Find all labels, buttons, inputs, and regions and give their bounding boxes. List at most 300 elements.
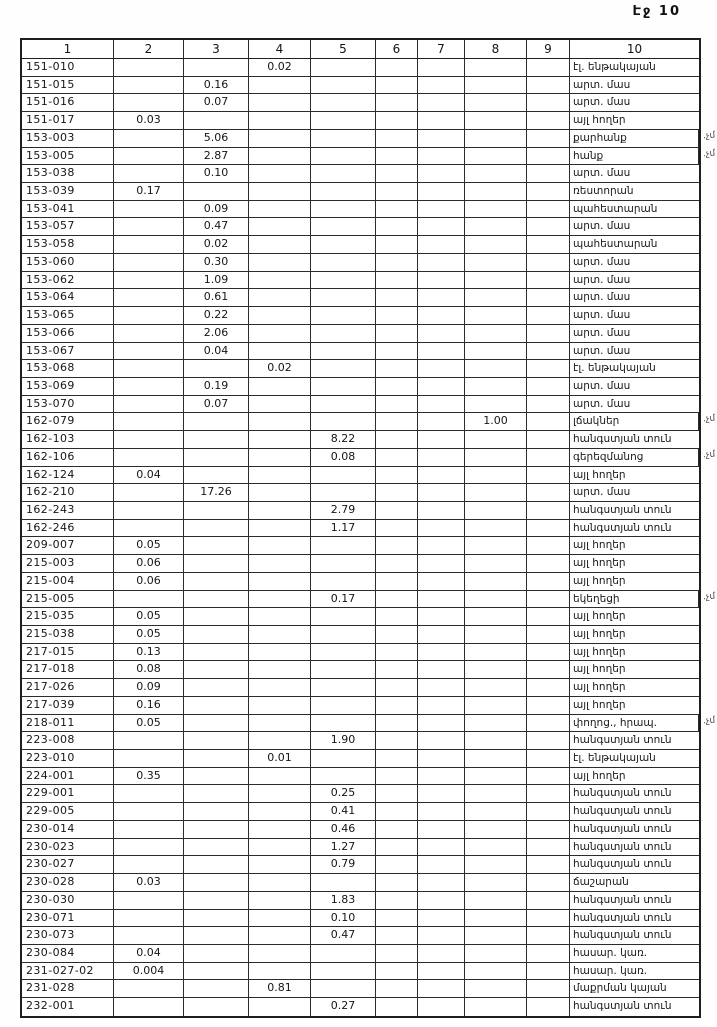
cell-area-value xyxy=(418,626,465,643)
cell-area-value xyxy=(465,980,527,997)
table-row xyxy=(22,591,716,609)
cell-area-value xyxy=(418,839,465,856)
cell-area-value xyxy=(376,697,418,714)
cell-area-value: 0.47 xyxy=(311,927,376,944)
cell-area-value xyxy=(465,272,527,289)
table-row xyxy=(22,201,699,219)
cell-area-value xyxy=(527,892,570,909)
cell-area-value xyxy=(465,289,527,306)
cell-area-value xyxy=(418,201,465,218)
cell-area-value xyxy=(376,148,418,165)
cell-area-value xyxy=(418,874,465,891)
cell-area-value xyxy=(465,750,527,767)
cell-area-value xyxy=(465,183,527,200)
cell-area-value xyxy=(249,537,311,554)
cell-area-value xyxy=(376,272,418,289)
cell-area-value: 0.08 xyxy=(311,449,376,466)
cell-land-use: այլ հողեր xyxy=(573,628,626,640)
table-row xyxy=(22,555,699,573)
cell-area-value xyxy=(418,679,465,696)
cell-area-value xyxy=(465,821,527,838)
cell-land-use: արտ. մաս xyxy=(573,78,631,91)
cell-area-value xyxy=(114,449,184,466)
cell-area-value xyxy=(418,325,465,342)
cell-area-value: 1.27 xyxy=(311,839,376,856)
cell-area-value xyxy=(527,467,570,484)
cell-parcel-code: 230-028 xyxy=(22,874,114,891)
cell-area-value: 0.02 xyxy=(249,59,311,76)
cell-parcel-code: 153-062 xyxy=(22,272,114,289)
cell-area-value: 1.17 xyxy=(311,520,376,537)
table-row xyxy=(22,927,699,945)
cell-land-use: հանգստյան տուն xyxy=(573,433,672,446)
cell-parcel-code: 162-210 xyxy=(22,484,114,501)
table-row xyxy=(22,343,699,361)
table-row xyxy=(22,732,699,750)
cell-area-value xyxy=(184,413,249,430)
cell-land-use: այլ հողեր xyxy=(573,698,626,711)
cell-area-value xyxy=(114,431,184,448)
cell-area-value xyxy=(527,768,570,785)
cell-area-value xyxy=(527,856,570,873)
cell-area-value xyxy=(184,59,249,76)
cell-area-value xyxy=(418,218,465,235)
cell-area-value xyxy=(249,679,311,696)
cell-area-value xyxy=(311,272,376,289)
cell-area-value xyxy=(184,183,249,200)
cell-land-use: արտ. մաս xyxy=(573,397,631,410)
cell-area-value: 0.47 xyxy=(184,218,249,235)
cell-area-value xyxy=(418,289,465,306)
cell-area-value xyxy=(184,856,249,873)
cell-area-value: 0.79 xyxy=(311,856,376,873)
cell-area-value xyxy=(376,715,418,732)
table-row xyxy=(22,537,699,555)
cell-area-value xyxy=(114,502,184,519)
cell-area-value xyxy=(527,750,570,767)
cell-land-use: հանգստյան տուն xyxy=(573,858,672,871)
cell-area-value xyxy=(184,573,249,590)
cell-area-value xyxy=(527,661,570,678)
cell-parcel-code: 217-039 xyxy=(22,697,114,714)
cell-area-value: 1.09 xyxy=(184,272,249,289)
cell-area-value xyxy=(465,449,527,466)
table-row xyxy=(22,839,699,857)
cell-area-value xyxy=(249,378,311,395)
cell-area-value: 0.81 xyxy=(249,980,311,997)
cell-area-value: 0.22 xyxy=(184,307,249,324)
cell-area-value: 0.61 xyxy=(184,289,249,306)
cell-area-value xyxy=(311,467,376,484)
cell-area-value xyxy=(465,520,527,537)
cell-area-value xyxy=(376,768,418,785)
cell-area-value: 0.19 xyxy=(184,378,249,395)
cell-area-value xyxy=(465,218,527,235)
cell-area-value xyxy=(376,785,418,802)
cell-area-value xyxy=(376,927,418,944)
cell-area-value xyxy=(249,856,311,873)
cell-area-value xyxy=(418,856,465,873)
column-header: 3 xyxy=(184,40,249,58)
cell-area-value: 0.17 xyxy=(114,183,184,200)
cell-area-value xyxy=(249,236,311,253)
cell-area-value xyxy=(465,484,527,501)
cell-area-value xyxy=(418,130,465,147)
cell-parcel-code: 231-028 xyxy=(22,980,114,997)
cell-area-value xyxy=(184,431,249,448)
cell-area-value xyxy=(311,325,376,342)
cell-parcel-code: 162-103 xyxy=(22,431,114,448)
cell-parcel-code: 153-005 xyxy=(22,148,114,165)
cell-area-value xyxy=(184,715,249,732)
cell-area-value xyxy=(114,218,184,235)
cell-area-value xyxy=(376,325,418,342)
table-row xyxy=(22,360,699,378)
cell-area-value xyxy=(527,927,570,944)
cell-area-value xyxy=(418,165,465,182)
column-header: 2 xyxy=(114,40,184,58)
cell-area-value xyxy=(249,555,311,572)
cell-area-value xyxy=(184,697,249,714)
cell-area-value xyxy=(114,325,184,342)
cell-area-value xyxy=(418,732,465,749)
cell-area-value xyxy=(184,768,249,785)
cell-area-value xyxy=(249,112,311,129)
cell-area-value xyxy=(311,378,376,395)
cell-area-value xyxy=(527,77,570,94)
cell-area-value xyxy=(527,360,570,377)
column-header: 6 xyxy=(376,40,418,58)
cell-area-value xyxy=(184,927,249,944)
table-row xyxy=(22,307,699,325)
column-header: 5 xyxy=(311,40,376,58)
handwritten-margin-note: .չմ xyxy=(702,715,716,727)
cell-area-value: 0.17 xyxy=(311,591,376,608)
cell-area-value: 0.07 xyxy=(184,94,249,111)
cell-area-value xyxy=(311,768,376,785)
cell-area-value xyxy=(418,431,465,448)
cell-area-value xyxy=(376,537,418,554)
cell-area-value xyxy=(418,963,465,980)
cell-area-value xyxy=(465,201,527,218)
cell-area-value xyxy=(311,289,376,306)
cell-area-value: 0.04 xyxy=(184,343,249,360)
cell-area-value xyxy=(249,413,311,430)
cell-area-value xyxy=(114,165,184,182)
cell-area-value xyxy=(376,343,418,360)
table-row xyxy=(22,821,699,839)
cell-area-value xyxy=(249,927,311,944)
cell-area-value xyxy=(114,378,184,395)
cell-area-value: 0.16 xyxy=(184,77,249,94)
cell-area-value xyxy=(249,218,311,235)
cell-area-value xyxy=(249,892,311,909)
cell-area-value xyxy=(376,289,418,306)
cell-area-value xyxy=(376,732,418,749)
cell-parcel-code: 215-035 xyxy=(22,608,114,625)
cell-area-value xyxy=(114,591,184,608)
cell-area-value xyxy=(418,573,465,590)
handwritten-margin-note: .չմ xyxy=(702,130,716,142)
cell-area-value: 2.79 xyxy=(311,502,376,519)
cell-area-value xyxy=(114,236,184,253)
cell-area-value xyxy=(184,910,249,927)
cell-area-value xyxy=(376,396,418,413)
cell-parcel-code: 224-001 xyxy=(22,768,114,785)
column-header: 8 xyxy=(465,40,527,58)
cell-area-value xyxy=(465,343,527,360)
cell-land-use: արտ. մաս xyxy=(573,273,631,286)
table-row xyxy=(22,626,699,644)
cell-area-value xyxy=(465,77,527,94)
cell-area-value xyxy=(249,803,311,820)
cell-area-value: 0.07 xyxy=(184,396,249,413)
cell-area-value xyxy=(376,980,418,997)
land-records-table xyxy=(20,38,716,1018)
cell-parcel-code: 218-011 xyxy=(22,715,114,732)
cell-area-value xyxy=(527,537,570,554)
cell-area-value xyxy=(376,112,418,129)
cell-area-value xyxy=(418,484,465,501)
cell-area-value xyxy=(249,272,311,289)
cell-area-value xyxy=(465,785,527,802)
cell-area-value xyxy=(249,963,311,980)
table-row xyxy=(22,520,699,538)
cell-area-value xyxy=(465,254,527,271)
cell-parcel-code: 209-007 xyxy=(22,537,114,554)
cell-parcel-code: 151-015 xyxy=(22,77,114,94)
cell-area-value xyxy=(184,679,249,696)
cell-area-value: 0.13 xyxy=(114,644,184,661)
cell-area-value xyxy=(376,378,418,395)
cell-land-use: հանգստյան տուն xyxy=(573,521,672,534)
cell-parcel-code: 153-067 xyxy=(22,343,114,360)
cell-area-value xyxy=(465,697,527,714)
cell-parcel-code: 153-060 xyxy=(22,254,114,271)
table-row xyxy=(22,573,699,591)
cell-area-value xyxy=(418,378,465,395)
table-row xyxy=(22,413,716,431)
cell-area-value xyxy=(465,927,527,944)
cell-area-value xyxy=(527,343,570,360)
cell-area-value xyxy=(249,785,311,802)
cell-area-value xyxy=(465,608,527,625)
cell-parcel-code: 232-001 xyxy=(22,998,114,1016)
cell-area-value xyxy=(114,803,184,820)
cell-land-use: մաքրման կայան xyxy=(573,982,667,995)
cell-parcel-code: 153-058 xyxy=(22,236,114,253)
cell-area-value xyxy=(465,963,527,980)
cell-area-value xyxy=(527,803,570,820)
cell-area-value xyxy=(249,94,311,111)
cell-area-value xyxy=(311,413,376,430)
cell-parcel-code: 229-001 xyxy=(22,785,114,802)
cell-area-value xyxy=(418,59,465,76)
cell-area-value: 1.00 xyxy=(465,413,527,430)
cell-area-value xyxy=(418,94,465,111)
cell-area-value xyxy=(465,236,527,253)
table-row xyxy=(22,130,716,148)
cell-area-value xyxy=(418,360,465,377)
cell-area-value xyxy=(249,183,311,200)
cell-area-value xyxy=(418,307,465,324)
table-row xyxy=(22,750,699,768)
cell-area-value xyxy=(376,839,418,856)
cell-area-value xyxy=(249,591,311,608)
cell-area-value xyxy=(527,679,570,696)
table-row xyxy=(22,484,699,502)
cell-area-value xyxy=(465,148,527,165)
table-row xyxy=(22,112,699,130)
cell-area-value xyxy=(249,343,311,360)
cell-area-value xyxy=(249,520,311,537)
cell-area-value: 0.08 xyxy=(114,661,184,678)
cell-area-value xyxy=(311,254,376,271)
table-row xyxy=(22,94,699,112)
cell-area-value xyxy=(465,591,527,608)
cell-area-value xyxy=(311,183,376,200)
cell-area-value xyxy=(527,874,570,891)
cell-area-value: 0.25 xyxy=(311,785,376,802)
cell-parcel-code: 153-068 xyxy=(22,360,114,377)
cell-area-value xyxy=(114,254,184,271)
cell-area-value xyxy=(418,785,465,802)
cell-area-value xyxy=(249,910,311,927)
cell-area-value: 8.22 xyxy=(311,431,376,448)
cell-area-value xyxy=(527,697,570,714)
cell-area-value xyxy=(527,963,570,980)
cell-land-use: այլ հողեր xyxy=(573,681,626,694)
cell-area-value xyxy=(376,661,418,678)
cell-area-value xyxy=(465,431,527,448)
handwritten-margin-note: .չմ xyxy=(702,591,716,602)
cell-area-value xyxy=(249,626,311,643)
cell-area-value xyxy=(376,59,418,76)
cell-area-value xyxy=(249,148,311,165)
cell-area-value: 0.05 xyxy=(114,626,184,643)
cell-area-value: 0.03 xyxy=(114,112,184,129)
table-body xyxy=(22,59,716,1016)
cell-land-use: արտ. մաս xyxy=(573,291,631,304)
cell-area-value xyxy=(311,165,376,182)
cell-area-value xyxy=(249,165,311,182)
table-row xyxy=(22,697,699,715)
cell-area-value xyxy=(114,94,184,111)
cell-area-value xyxy=(418,980,465,997)
cell-area-value xyxy=(311,343,376,360)
table-row xyxy=(22,148,716,166)
cell-parcel-code: 229-005 xyxy=(22,803,114,820)
cell-land-use: էլ. ենթակայան xyxy=(573,752,656,765)
cell-parcel-code: 230-023 xyxy=(22,839,114,856)
cell-land-use: այլ հողեր xyxy=(573,539,626,552)
cell-area-value xyxy=(376,626,418,643)
table-row xyxy=(22,963,699,981)
cell-area-value xyxy=(311,396,376,413)
cell-area-value xyxy=(527,945,570,962)
cell-land-use: այլ հողեր xyxy=(573,645,626,658)
cell-area-value xyxy=(249,821,311,838)
cell-area-value xyxy=(527,254,570,271)
cell-area-value xyxy=(465,130,527,147)
cell-area-value xyxy=(184,839,249,856)
cell-area-value: 0.06 xyxy=(114,573,184,590)
cell-area-value xyxy=(249,697,311,714)
cell-area-value xyxy=(527,165,570,182)
cell-area-value xyxy=(184,449,249,466)
cell-area-value xyxy=(527,325,570,342)
cell-area-value xyxy=(376,183,418,200)
cell-parcel-code: 223-010 xyxy=(22,750,114,767)
cell-area-value xyxy=(249,396,311,413)
cell-area-value xyxy=(114,148,184,165)
cell-area-value xyxy=(249,502,311,519)
cell-area-value xyxy=(114,732,184,749)
column-header: 7 xyxy=(418,40,465,58)
cell-land-use: այլ հողեր xyxy=(573,610,626,623)
cell-area-value xyxy=(311,94,376,111)
cell-area-value: 0.16 xyxy=(114,697,184,714)
cell-area-value xyxy=(465,502,527,519)
cell-area-value: 0.05 xyxy=(114,608,184,625)
cell-area-value xyxy=(376,874,418,891)
cell-parcel-code: 162-079 xyxy=(22,413,114,430)
cell-land-use: ռեստորան xyxy=(573,185,634,198)
cell-area-value xyxy=(465,715,527,732)
page-number-label: Էջ 10 xyxy=(632,4,681,19)
cell-parcel-code: 153-065 xyxy=(22,307,114,324)
cell-land-use: էլ. ենթակայան xyxy=(573,61,656,73)
cell-area-value xyxy=(527,413,570,430)
cell-area-value xyxy=(465,644,527,661)
cell-area-value xyxy=(376,856,418,873)
table-row xyxy=(22,980,699,998)
table-row xyxy=(22,289,699,307)
cell-area-value: 0.04 xyxy=(114,467,184,484)
cell-area-value xyxy=(465,573,527,590)
cell-area-value xyxy=(184,626,249,643)
cell-parcel-code: 217-026 xyxy=(22,679,114,696)
cell-area-value xyxy=(376,236,418,253)
cell-area-value xyxy=(311,750,376,767)
cell-area-value: 0.01 xyxy=(249,750,311,767)
cell-area-value xyxy=(249,573,311,590)
table-row xyxy=(22,768,699,786)
cell-area-value: 1.90 xyxy=(311,732,376,749)
cell-area-value xyxy=(184,112,249,129)
cell-area-value xyxy=(465,626,527,643)
cell-area-value xyxy=(418,661,465,678)
cell-area-value: 0.46 xyxy=(311,821,376,838)
cell-land-use: այլ հողեր xyxy=(573,468,626,481)
cell-area-value: 0.41 xyxy=(311,803,376,820)
cell-parcel-code: 153-057 xyxy=(22,218,114,235)
cell-area-value xyxy=(114,980,184,997)
cell-area-value xyxy=(249,874,311,891)
cell-area-value xyxy=(465,910,527,927)
cell-land-use: փողոց., հրապ. xyxy=(570,715,699,732)
cell-land-use: այլ հողեր xyxy=(573,769,626,782)
cell-parcel-code: 230-030 xyxy=(22,892,114,909)
cell-area-value xyxy=(114,998,184,1016)
cell-area-value xyxy=(418,272,465,289)
cell-area-value xyxy=(418,555,465,572)
cell-parcel-code: 153-069 xyxy=(22,378,114,395)
cell-parcel-code: 217-018 xyxy=(22,661,114,678)
cell-parcel-code: 153-070 xyxy=(22,396,114,413)
cell-area-value xyxy=(465,768,527,785)
table-row xyxy=(22,59,699,77)
